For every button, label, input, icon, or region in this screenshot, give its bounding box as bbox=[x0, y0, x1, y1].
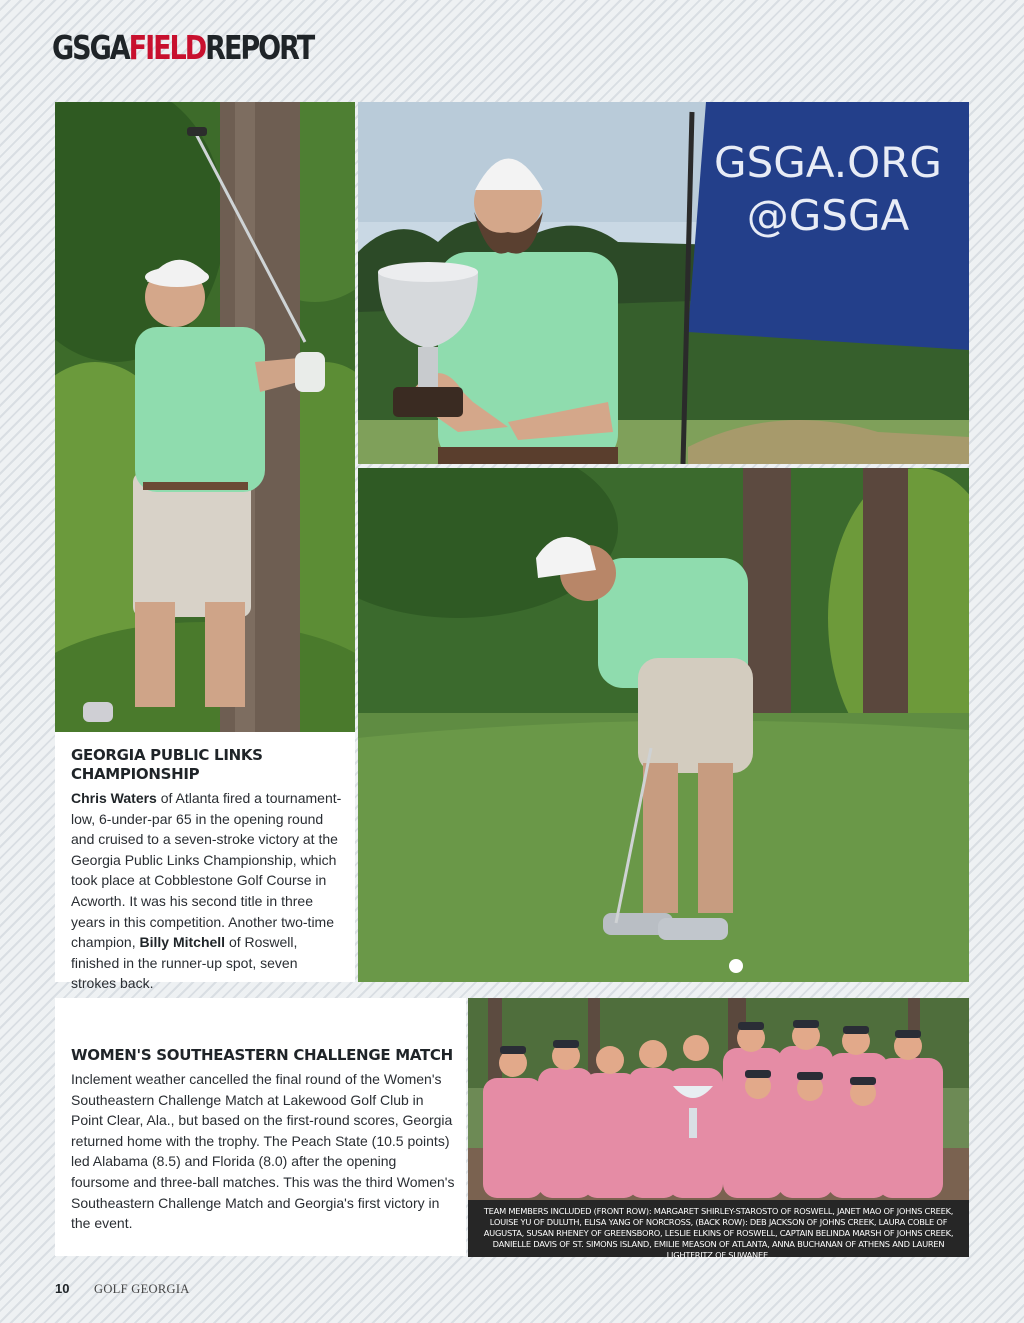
story-womens-challenge-headline: WOMEN'S SOUTHEASTERN CHALLENGE MATCH bbox=[71, 1046, 453, 1064]
page-number: 10 bbox=[55, 1281, 70, 1296]
story-public-links bbox=[55, 732, 355, 992]
photo-womens-team bbox=[468, 998, 969, 1200]
name-billy-mitchell: Billy Mitchell bbox=[139, 934, 226, 951]
flag-line-2: @GSGA bbox=[746, 191, 910, 240]
story-public-links-body bbox=[71, 788, 343, 994]
photo-golfer-putting bbox=[358, 468, 969, 982]
story-womens-challenge-body: Inclement weather cancelled the final round of the Women's Southeastern Challenge Match at Lakewood Golf Club in Point Clear, Ala., but based on the first-round scores, Georgia returned home with the trophy. The Peach State (10.5 points) led Alabama (8.5) and Florida (8.0) after the opening foursome and three-ball matches. This was the third Women's Southeastern Challenge Match and Georgia's first victory in the event. bbox=[71, 1071, 455, 1232]
masthead-gsga: GSGA bbox=[52, 28, 129, 67]
masthead-field: FIELD bbox=[128, 28, 206, 67]
publication-name: GOLF GEORGIA bbox=[94, 1282, 190, 1296]
name-chris-waters: Chris Waters bbox=[71, 790, 157, 806]
photo-trophy-presentation bbox=[358, 102, 969, 464]
story-public-links-text-1: of Atlanta fired a tournament-low, 6-under-par 65 in the opening round and cruised to a seven-stroke victory at the Georgia Public Links Championship, which took place at Cobblestone Golf Course in Acworth. It was his second title in three years in this competition. Another two-time champion, bbox=[71, 790, 342, 951]
story-public-links-headline: GEORGIA PUBLIC LINKS CHAMPIONSHIP bbox=[71, 746, 263, 783]
team-photo-caption: TEAM MEMBERS INCLUDED (FRONT ROW): MARGARET SHIRLEY-STAROSTO OF ROSWELL, JANET MAO OF JOHNS CREEK, LOUISE YU OF DULUTH, ELISA YANG OF NORCROSS, (BACK ROW): DEB JACKSON OF JOHNS CREEK, LAURA COBLE OF AUGUSTA, SUSAN RHENEY OF GREENSBORO, LESLIE ELKINS OF ROSWELL, CAPTAIN BELINDA MARSH OF JOHNS CREEK, DANIELLE DAVIS OF ST. SIMONS ISLAND, EMILIE MEASON OF ATLANTA, ANNA BUCHANAN OF ATHENS AND LAUREN LIGHTFRITZ OF SUWANEE. bbox=[468, 1200, 969, 1257]
section-masthead bbox=[52, 28, 313, 68]
story-womens-challenge bbox=[55, 998, 466, 1256]
story-public-links-text-2: of Roswell, finished in the runner-up spot, seven strokes back. bbox=[71, 934, 298, 992]
flag-line-1: GSGA.ORG bbox=[714, 138, 942, 187]
photo-golfer-swing bbox=[55, 102, 355, 732]
masthead-report: REPORT bbox=[205, 28, 314, 67]
